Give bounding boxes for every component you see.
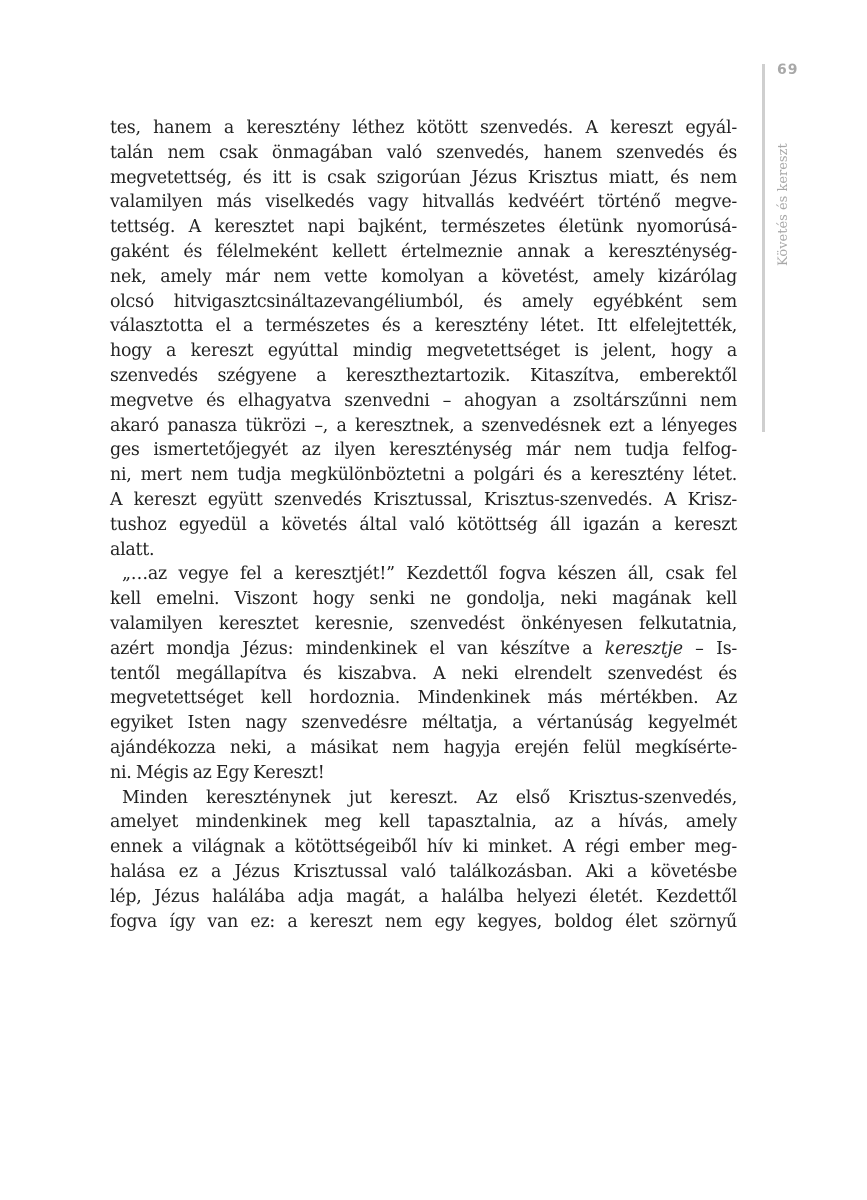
line-text: választotta el a természetes és a keresztény létet. Itt elfelejtették, — [110, 316, 737, 337]
line-text: Minden kereszténynek jut kereszt. Az első Krisztus-szenvedés, — [122, 787, 737, 808]
line-text: tettség. A keresztet napi bajként, természetes életünk nyomorúsá- — [110, 217, 737, 238]
line-text: tes, hanem a keresztény léthez kötött szenvedés. A kereszt egyál- — [110, 118, 737, 138]
italic-word: keresztje — [604, 638, 683, 659]
line-text-end: – Is- — [682, 638, 737, 659]
text-line — [110, 116, 737, 141]
line-text: szenvedés szégyene a keresztheztartozik. Kitaszítva, emberektől — [110, 365, 737, 386]
line-text: amelyet mindenkinek meg kell tapasztalnia, az a hívás, amely — [110, 812, 737, 833]
text-line — [110, 438, 737, 463]
text-line — [110, 240, 737, 265]
line-text: gaként és félelmeként kellett értelmeznie annak a kereszténység- — [110, 241, 737, 262]
text-line — [110, 339, 737, 364]
text-line — [110, 736, 737, 761]
line-text: megvetve és elhagyatva szenvedni – ahogyan a zsoltárszűnni nem — [110, 390, 737, 411]
text-line — [110, 513, 737, 538]
text-line — [110, 265, 737, 290]
line-text: ajándékozza neki, a másikat nem hagyja erején felül megkísérte- — [110, 737, 737, 758]
text-line — [110, 314, 737, 339]
text-line — [110, 810, 737, 835]
text-line — [110, 290, 737, 315]
paragraph-2 — [110, 562, 737, 785]
line-text: tentől megállapítva és kiszabva. A neki elrendelt szenvedést és — [110, 663, 737, 684]
body-text — [110, 116, 737, 934]
line-text: tushoz egyedül a követés által való kötöttség áll igazán a kereszt — [110, 514, 737, 535]
text-line — [110, 141, 737, 166]
paragraph-1 — [110, 116, 737, 562]
running-head: Követés és kereszt — [776, 143, 791, 266]
line-text: lép, Jézus halálába adja magát, a halálba helyezi életét. Kezdettől — [110, 886, 737, 907]
text-line — [110, 885, 737, 910]
line-text: ni. Mégis az Egy Kereszt! — [110, 762, 325, 783]
line-text: A kereszt együtt szenvedés Krisztussal, Krisztus-szenvedés. A Krisz- — [110, 489, 737, 510]
line-text: megvetettség, és itt is csak szigorúan Jézus Krisztus miatt, és nem — [110, 167, 737, 188]
text-line — [110, 488, 737, 513]
text-line — [110, 662, 737, 687]
line-text — [110, 637, 737, 662]
text-line — [110, 711, 737, 736]
line-text: hogy a kereszt egyúttal mindig megvetettséget is jelent, hogy a — [110, 341, 737, 362]
text-line — [110, 364, 737, 389]
text-line — [110, 215, 737, 240]
text-line — [110, 414, 737, 439]
text-line — [110, 538, 737, 563]
line-text: valamilyen más viselkedés vagy hitvallás kedvéért történő megve- — [110, 192, 737, 213]
paragraph-3 — [110, 786, 737, 935]
text-line — [110, 786, 737, 811]
text-line — [110, 587, 737, 612]
line-text: nek, amely már nem vette komolyan a követést, amely kizárólag — [110, 266, 737, 287]
line-text-start: azért mondja Jézus: mindenkinek el van készítve a — [110, 638, 605, 659]
line-text: halása ez a Jézus Krisztussal való találkozásban. Aki a követésbe — [110, 861, 737, 882]
page-number: 69 — [777, 62, 799, 78]
text-line — [110, 463, 737, 488]
line-text: „…az vegye fel a keresztjét!” Kezdettől fogva készen áll, csak fel — [122, 564, 737, 585]
line-text: fogva így van ez: a kereszt nem egy kegyes, boldog élet szörnyű — [110, 911, 737, 932]
line-text: egyiket Isten nagy szenvedésre méltatja, a vértanúság kegyelmét — [110, 713, 737, 734]
text-line — [110, 761, 737, 786]
line-text: kell emelni. Viszont hogy senki ne gondolja, neki magának kell — [110, 589, 737, 610]
line-text: valamilyen keresztet keresnie, szenvedést önkényesen felkutatnia, — [110, 613, 737, 634]
text-line — [110, 389, 737, 414]
text-line — [110, 166, 737, 191]
line-text: ni, mert nem tudja megkülönböztetni a polgári és a keresztény létet. — [110, 465, 737, 486]
text-line — [110, 190, 737, 215]
text-line — [110, 860, 737, 885]
line-text: ges ismertetőjegyét az ilyen kereszténység már nem tudja felfog- — [110, 440, 737, 461]
text-line — [110, 637, 737, 662]
line-text: akaró panasza tükrözi –, a keresztnek, a szenvedésnek ezt a lényeges — [110, 415, 737, 436]
line-text: talán nem csak önmagában való szenvedés, hanem szenvedés és — [110, 142, 737, 163]
text-line — [110, 686, 737, 711]
line-text: ennek a világnak a kötöttségeiből hív ki minket. A régi ember meg- — [110, 837, 737, 858]
text-line — [110, 612, 737, 637]
line-text: olcsó hitvigasztcsináltazevangéliumból, és amely egyébként sem — [110, 291, 737, 312]
text-line — [110, 910, 737, 935]
text-line — [110, 835, 737, 860]
line-text: alatt. — [110, 539, 155, 560]
margin-rule — [762, 64, 765, 432]
line-text: megvetettséget kell hordoznia. Mindenkinek más mértékben. Az — [110, 688, 737, 709]
text-line — [110, 562, 737, 587]
